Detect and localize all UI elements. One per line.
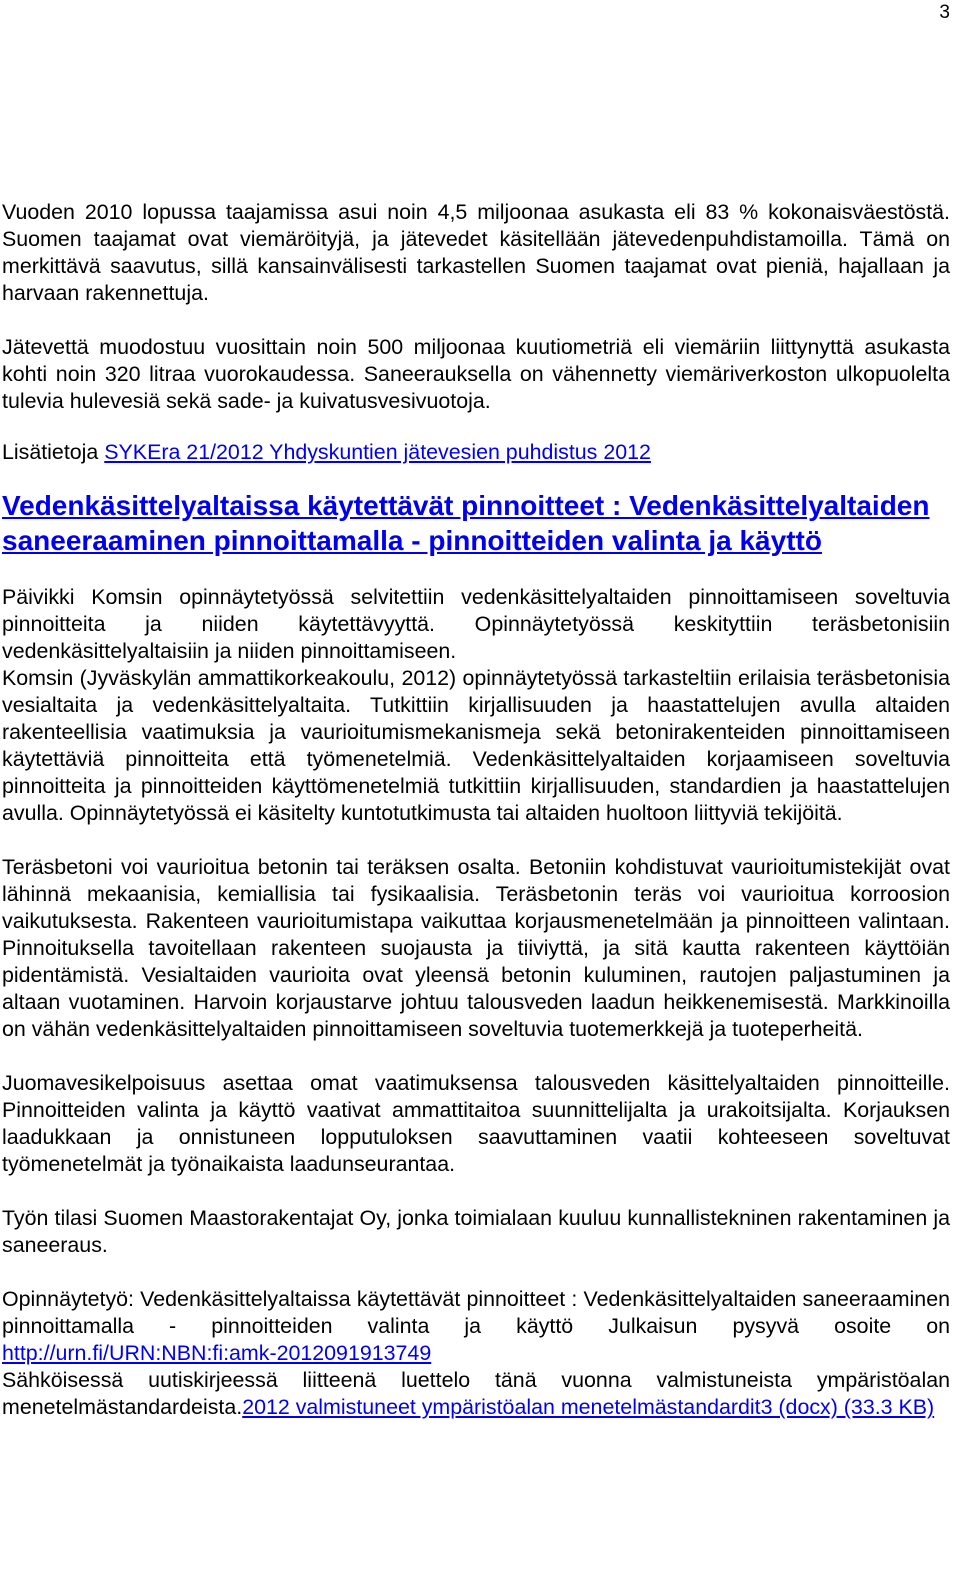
paragraph-juomavesi: Juomavesikelpoisuus asettaa omat vaatimuksensa talousveden käsittelyaltaiden pinnoitteille. Pinnoitteiden valinta ja käyttö vaativat ammattitaitoa suunnittelijalta ja urakoitsijalta. Korjauksen laadukkaan ja onnistuneen lopputuloksen saavuttaminen vaatii kohteeseen soveltuvat työmenetelmät ja työnaikaista laadunseurantaa. — [2, 1071, 950, 1176]
paragraph-taajamat: Vuoden 2010 lopussa taajamissa asui noin 4,5 miljoonaa asukasta eli 83 % kokonaisväestöstä. Suomen taajamat ovat viemäröityjä, ja jätevedet käsitellään jätevedenpuhdistamoilla. Tämä on merkittävä saavutus, sillä kansainvälisesti tarkastellen Suomen taajamat ovat pieniä, hajallaan ja harvaan rakennettuja. — [2, 200, 950, 305]
standardit-text: Sähköisessä uutiskirjeessä liitteenä luettelo tänä vuonna valmistuneista ympäristöalan menetelmästandardeista. — [2, 1368, 950, 1419]
urn-link[interactable]: http://urn.fi/URN:NBN:fi:amk-2012091913749 — [2, 1341, 432, 1365]
paragraph-komsin-intro: Päivikki Komsin opinnäytetyössä selvitettiin vedenkäsittelyaltaiden pinnoittamiseen soveltuvia pinnoitteita ja niiden käytettävyyttä. Opinnäytetyössä keskityttiin teräsbetonisiin vedenkäsittelyaltaisiin ja niiden pinnoittamiseen. — [2, 585, 950, 663]
document-body — [2, 199, 950, 1421]
paragraph-jatevetta: Jätevettä muodostuu vuosittain noin 500 miljoonaa kuutiometriä eli viemäriin liittynyttä asukasta kohti noin 320 litraa vuorokaudessa. Saneerauksella on vähennetty viemäriverkoston ulkopuolelta tulevia hulevesiä sekä sade- ja kuivatusvesivuotoja. — [2, 335, 950, 413]
paragraph-opinnaytetyo — [2, 1286, 950, 1367]
lisatietoja-label: Lisätietoja — [2, 440, 105, 464]
paragraph-tilaaja: Työn tilasi Suomen Maastorakentajat Oy, jonka toimialaan kuuluu kunnallistekninen rakentaminen ja saneeraus. — [2, 1206, 950, 1257]
article-heading-link[interactable]: Vedenkäsittelyaltaissa käytettävät pinnoitteet : Vedenkäsittelyaltaiden saneeraaminen pinnoittamalla - pinnoitteiden valinta ja käyttö — [2, 490, 930, 556]
paragraph-komsin-thesis: Komsin (Jyväskylän ammattikorkeakoulu, 2012) opinnäytetyössä tarkasteltiin erilaisia teräsbetonisia vesialtaita ja vedenkäsittelyaltaita. Tutkittiin kirjallisuuden ja haastattelujen avulla altaiden rakenteellisia vaatimuksia ja vaurioitumismekanismeja sekä betonirakenteiden pinnoittamiseen käytettäviä pinnoitteita että työmenetelmiä. Vedenkäsittelyaltaiden korjaamiseen soveltuvia pinnoitteita ja pinnoitteiden käyttömenetelmiä tutkittiin kirjallisuuden, standardien ja haastattelujen avulla. Opinnäytetyössä ei käsitelty kuntotutkimusta tai altaiden huoltoon liittyviä tekijöitä. — [2, 666, 950, 825]
paragraph-terasbetoni: Teräsbetoni voi vaurioitua betonin tai teräksen osalta. Betoniin kohdistuvat vaurioitumistekijät ovat lähinnä mekaanisia, kemiallisia tai fysikaalisia. Teräsbetonin teräs voi vaurioitua korroosion vaikutuksesta. Rakenteen vaurioitumistapa vaikuttaa korjausmenetelmään ja pinnoitteen valintaan. Pinnoituksella tavoitellaan rakenteen suojausta ja tiiviyttä, ja sitä kautta rakenteen käyttöiän pidentämistä. Vesialtaiden vaurioita ovat yleensä betonin kuluminen, rautojen paljastuminen ja altaan vuotaminen. Harvoin korjaustarve johtuu talousveden laadun heikkenemisestä. Markkinoilla on vähän vedenkäsittelyaltaiden pinnoittamiseen soveltuvia tuotemerkkejä ja tuoteperheitä. — [2, 855, 950, 1041]
paragraph-standardit — [2, 1367, 950, 1421]
sykera-report-link[interactable]: SYKEra 21/2012 Yhdyskuntien jätevesien puhdistus 2012 — [104, 440, 651, 464]
opinnaytetyo-text: Opinnäytetyö: Vedenkäsittelyaltaissa käytettävät pinnoitteet : Vedenkäsittelyaltaiden saneeraaminen pinnoittamalla - pinnoitteiden valinta ja käyttö Julkaisun pysyvä osoite on — [2, 1287, 950, 1338]
paragraph-lisatietoja — [2, 439, 950, 466]
page-number: 3 — [939, 2, 950, 23]
standardit-docx-link[interactable]: 2012 valmistuneet ympäristöalan menetelmästandardit3 (docx) (33.3 KB) — [242, 1395, 935, 1419]
